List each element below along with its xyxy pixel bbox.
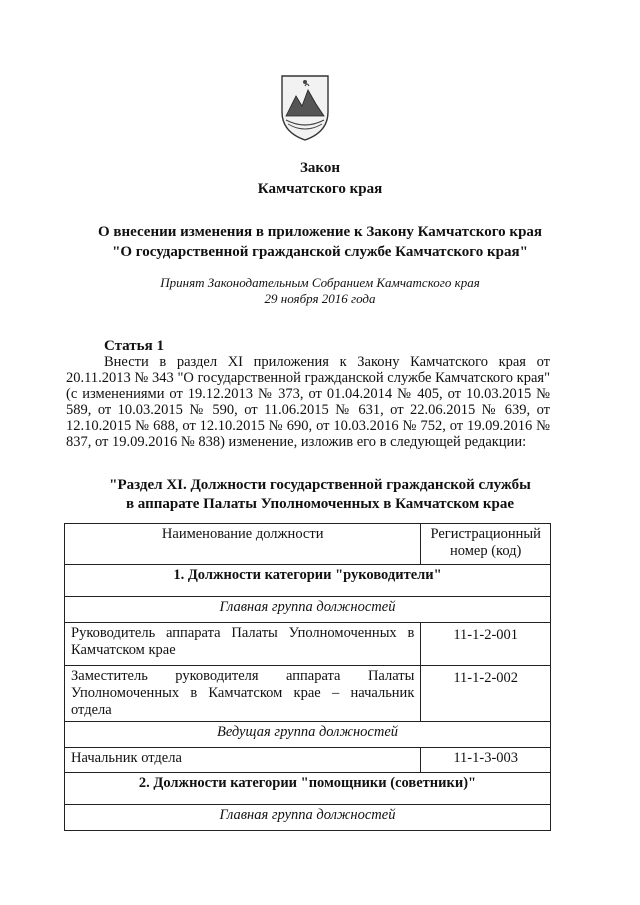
position-name-cell: Руководитель аппарата Палаты Уполномоченных в Камчатском крае (65, 623, 421, 666)
category-2-cell: 2. Должности категории "помощники (советники)" (65, 773, 551, 805)
position-name-cell: Начальник отдела (65, 748, 421, 773)
accepted-by: Принят Законодательным Собранием Камчатского края (160, 275, 480, 290)
group-lead-cell: Ведущая группа должностей (65, 722, 551, 748)
accepted-date: 29 ноября 2016 года (264, 291, 376, 306)
law-title: Закон (299, 160, 340, 176)
position-name-cell: Заместитель руководителя аппарата Палаты Уполномоченных в Камчатском крае – начальник отдела (65, 666, 421, 722)
category-row (65, 565, 551, 597)
header-code-cell: Регистрационный номер (код) (421, 524, 551, 565)
article-heading: Статья 1 (104, 338, 164, 354)
table-row (65, 666, 551, 722)
positions-table (64, 523, 551, 831)
law-region: Камчатского края (257, 181, 383, 197)
group-main-1-cell: Главная группа должностей (65, 597, 551, 623)
category-1-cell: 1. Должности категории "руководители" (65, 565, 551, 597)
table-header-row (65, 524, 551, 565)
section-title-line1: "Раздел XI. Должности государственной гражданской службы (109, 477, 531, 493)
group-main-2-cell: Главная группа должностей (65, 805, 551, 831)
table-row (65, 748, 551, 773)
coat-of-arms-icon (278, 72, 332, 142)
position-code-cell: 11-1-2-002 (421, 666, 551, 722)
position-code-cell: 11-1-2-001 (421, 623, 551, 666)
law-subject-line1: О внесении изменения в приложение к Закону Камчатского края (97, 224, 543, 240)
category-row (65, 773, 551, 805)
group-row (65, 805, 551, 831)
group-row (65, 722, 551, 748)
law-subject-line2: "О государственной гражданской службе Камчатского края" (112, 244, 528, 260)
header-name-cell: Наименование должности (65, 524, 421, 565)
article-text: Внести в раздел XI приложения к Закону Камчатского края от 20.11.2013 № 343 "О государственной гражданской службе Камчатского края" (с изменениями от 19.12.2013 № 373, от 01.04.2014 № 405, от 10.03.2015 № 589, от 10.03.2015 № 590, от 11.06.2015 № 631, от 22.06.2015 № 639, от 12.10.2015 № 688, от 12.10.2015 № 690, от 10.03.2016 № 752, от 19.09.2016 № 837, от 19.09.2016 № 838) изменение, изложив его в следующей редакции: (66, 354, 550, 450)
section-title-line2: в аппарате Палаты Уполномоченных в Камчатском крае (125, 496, 515, 512)
group-row (65, 597, 551, 623)
table-row (65, 623, 551, 666)
position-code-cell: 11-1-3-003 (421, 748, 551, 773)
